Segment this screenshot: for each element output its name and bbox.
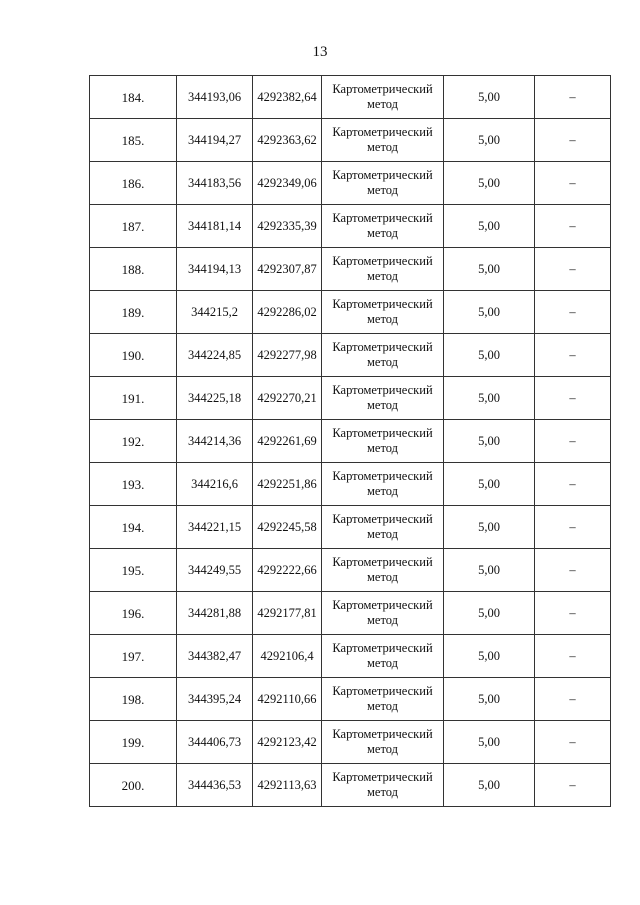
note-cell: – bbox=[535, 76, 611, 119]
note-cell: – bbox=[535, 506, 611, 549]
note-cell: – bbox=[535, 420, 611, 463]
accuracy-cell: 5,00 bbox=[444, 764, 535, 807]
note-cell: – bbox=[535, 334, 611, 377]
table-row bbox=[90, 592, 611, 635]
method-line-1: Картометрический bbox=[332, 211, 433, 225]
method-line-2: метод bbox=[366, 527, 398, 541]
method-line-1: Картометрический bbox=[332, 383, 433, 397]
point-number-cell: 200. bbox=[90, 764, 177, 807]
note-cell: – bbox=[535, 592, 611, 635]
x-coordinate-cell: 344281,88 bbox=[177, 592, 253, 635]
point-number-cell: 195. bbox=[90, 549, 177, 592]
table-row bbox=[90, 463, 611, 506]
accuracy-cell: 5,00 bbox=[444, 162, 535, 205]
table-row bbox=[90, 420, 611, 463]
y-coordinate-cell: 4292251,86 bbox=[253, 463, 322, 506]
method-cell bbox=[322, 635, 444, 678]
table-body bbox=[90, 76, 611, 807]
method-cell bbox=[322, 205, 444, 248]
y-coordinate-cell: 4292307,87 bbox=[253, 248, 322, 291]
y-coordinate-cell: 4292222,66 bbox=[253, 549, 322, 592]
x-coordinate-cell: 344224,85 bbox=[177, 334, 253, 377]
y-coordinate-cell: 4292177,81 bbox=[253, 592, 322, 635]
point-number-cell: 197. bbox=[90, 635, 177, 678]
note-cell: – bbox=[535, 162, 611, 205]
y-coordinate-cell: 4292277,98 bbox=[253, 334, 322, 377]
method-cell bbox=[322, 119, 444, 162]
method-line-2: метод bbox=[366, 699, 398, 713]
table-row bbox=[90, 764, 611, 807]
point-number-cell: 185. bbox=[90, 119, 177, 162]
x-coordinate-cell: 344221,15 bbox=[177, 506, 253, 549]
method-line-1: Картометрический bbox=[332, 641, 433, 655]
note-cell: – bbox=[535, 549, 611, 592]
note-cell: – bbox=[535, 119, 611, 162]
method-cell bbox=[322, 592, 444, 635]
table-row bbox=[90, 205, 611, 248]
method-cell bbox=[322, 377, 444, 420]
note-cell: – bbox=[535, 463, 611, 506]
method-line-2: метод bbox=[366, 140, 398, 154]
method-cell bbox=[322, 248, 444, 291]
method-line-2: метод bbox=[366, 570, 398, 584]
point-number-cell: 192. bbox=[90, 420, 177, 463]
accuracy-cell: 5,00 bbox=[444, 334, 535, 377]
table-row bbox=[90, 377, 611, 420]
x-coordinate-cell: 344406,73 bbox=[177, 721, 253, 764]
method-line-1: Картометрический bbox=[332, 168, 433, 182]
method-line-2: метод bbox=[366, 656, 398, 670]
x-coordinate-cell: 344382,47 bbox=[177, 635, 253, 678]
table-row bbox=[90, 721, 611, 764]
y-coordinate-cell: 4292123,42 bbox=[253, 721, 322, 764]
x-coordinate-cell: 344194,27 bbox=[177, 119, 253, 162]
accuracy-cell: 5,00 bbox=[444, 549, 535, 592]
method-cell bbox=[322, 76, 444, 119]
point-number-cell: 198. bbox=[90, 678, 177, 721]
method-cell bbox=[322, 463, 444, 506]
note-cell: – bbox=[535, 678, 611, 721]
table-row bbox=[90, 334, 611, 377]
method-line-1: Картометрический bbox=[332, 512, 433, 526]
y-coordinate-cell: 4292113,63 bbox=[253, 764, 322, 807]
table-row bbox=[90, 119, 611, 162]
table-row bbox=[90, 76, 611, 119]
table-row bbox=[90, 678, 611, 721]
method-line-2: метод bbox=[366, 183, 398, 197]
y-coordinate-cell: 4292363,62 bbox=[253, 119, 322, 162]
method-line-1: Картометрический bbox=[332, 770, 433, 784]
accuracy-cell: 5,00 bbox=[444, 592, 535, 635]
method-cell bbox=[322, 291, 444, 334]
x-coordinate-cell: 344193,06 bbox=[177, 76, 253, 119]
x-coordinate-cell: 344183,56 bbox=[177, 162, 253, 205]
method-line-2: метод bbox=[366, 484, 398, 498]
x-coordinate-cell: 344436,53 bbox=[177, 764, 253, 807]
point-number-cell: 196. bbox=[90, 592, 177, 635]
note-cell: – bbox=[535, 377, 611, 420]
method-cell bbox=[322, 721, 444, 764]
accuracy-cell: 5,00 bbox=[444, 248, 535, 291]
point-number-cell: 199. bbox=[90, 721, 177, 764]
method-line-2: метод bbox=[366, 785, 398, 799]
accuracy-cell: 5,00 bbox=[444, 76, 535, 119]
method-line-1: Картометрический bbox=[332, 684, 433, 698]
note-cell: – bbox=[535, 721, 611, 764]
note-cell: – bbox=[535, 291, 611, 334]
method-line-1: Картометрический bbox=[332, 254, 433, 268]
method-line-1: Картометрический bbox=[332, 340, 433, 354]
x-coordinate-cell: 344216,6 bbox=[177, 463, 253, 506]
table-row bbox=[90, 635, 611, 678]
y-coordinate-cell: 4292349,06 bbox=[253, 162, 322, 205]
y-coordinate-cell: 4292245,58 bbox=[253, 506, 322, 549]
y-coordinate-cell: 4292382,64 bbox=[253, 76, 322, 119]
method-line-1: Картометрический bbox=[332, 426, 433, 440]
table-row bbox=[90, 506, 611, 549]
table-row bbox=[90, 291, 611, 334]
method-line-2: метод bbox=[366, 398, 398, 412]
method-cell bbox=[322, 420, 444, 463]
x-coordinate-cell: 344225,18 bbox=[177, 377, 253, 420]
method-cell bbox=[322, 162, 444, 205]
x-coordinate-cell: 344214,36 bbox=[177, 420, 253, 463]
x-coordinate-cell: 344181,14 bbox=[177, 205, 253, 248]
y-coordinate-cell: 4292261,69 bbox=[253, 420, 322, 463]
coordinates-table bbox=[89, 75, 611, 807]
point-number-cell: 193. bbox=[90, 463, 177, 506]
note-cell: – bbox=[535, 248, 611, 291]
point-number-cell: 188. bbox=[90, 248, 177, 291]
point-number-cell: 186. bbox=[90, 162, 177, 205]
y-coordinate-cell: 4292110,66 bbox=[253, 678, 322, 721]
x-coordinate-cell: 344395,24 bbox=[177, 678, 253, 721]
note-cell: – bbox=[535, 764, 611, 807]
method-cell bbox=[322, 549, 444, 592]
accuracy-cell: 5,00 bbox=[444, 463, 535, 506]
method-line-2: метод bbox=[366, 226, 398, 240]
method-cell bbox=[322, 506, 444, 549]
note-cell: – bbox=[535, 205, 611, 248]
accuracy-cell: 5,00 bbox=[444, 377, 535, 420]
accuracy-cell: 5,00 bbox=[444, 635, 535, 678]
method-line-1: Картометрический bbox=[332, 555, 433, 569]
method-line-2: метод bbox=[366, 441, 398, 455]
method-line-1: Картометрический bbox=[332, 598, 433, 612]
note-cell: – bbox=[535, 635, 611, 678]
accuracy-cell: 5,00 bbox=[444, 678, 535, 721]
table-row bbox=[90, 162, 611, 205]
method-cell bbox=[322, 678, 444, 721]
accuracy-cell: 5,00 bbox=[444, 205, 535, 248]
point-number-cell: 194. bbox=[90, 506, 177, 549]
method-line-2: метод bbox=[366, 312, 398, 326]
accuracy-cell: 5,00 bbox=[444, 119, 535, 162]
accuracy-cell: 5,00 bbox=[444, 506, 535, 549]
accuracy-cell: 5,00 bbox=[444, 721, 535, 764]
y-coordinate-cell: 4292335,39 bbox=[253, 205, 322, 248]
y-coordinate-cell: 4292106,4 bbox=[253, 635, 322, 678]
point-number-cell: 189. bbox=[90, 291, 177, 334]
method-cell bbox=[322, 334, 444, 377]
method-line-1: Картометрический bbox=[332, 469, 433, 483]
method-line-2: метод bbox=[366, 269, 398, 283]
method-line-2: метод bbox=[366, 613, 398, 627]
method-line-2: метод bbox=[366, 355, 398, 369]
method-line-1: Картометрический bbox=[332, 727, 433, 741]
page-number: 13 bbox=[312, 44, 328, 60]
method-line-2: метод bbox=[366, 742, 398, 756]
accuracy-cell: 5,00 bbox=[444, 291, 535, 334]
y-coordinate-cell: 4292286,02 bbox=[253, 291, 322, 334]
method-line-1: Картометрический bbox=[332, 82, 433, 96]
y-coordinate-cell: 4292270,21 bbox=[253, 377, 322, 420]
accuracy-cell: 5,00 bbox=[444, 420, 535, 463]
method-line-1: Картометрический bbox=[332, 125, 433, 139]
point-number-cell: 187. bbox=[90, 205, 177, 248]
method-line-2: метод bbox=[366, 97, 398, 111]
table-row bbox=[90, 248, 611, 291]
point-number-cell: 190. bbox=[90, 334, 177, 377]
method-cell bbox=[322, 764, 444, 807]
point-number-cell: 191. bbox=[90, 377, 177, 420]
method-line-1: Картометрический bbox=[332, 297, 433, 311]
table-row bbox=[90, 549, 611, 592]
x-coordinate-cell: 344249,55 bbox=[177, 549, 253, 592]
point-number-cell: 184. bbox=[90, 76, 177, 119]
x-coordinate-cell: 344215,2 bbox=[177, 291, 253, 334]
x-coordinate-cell: 344194,13 bbox=[177, 248, 253, 291]
